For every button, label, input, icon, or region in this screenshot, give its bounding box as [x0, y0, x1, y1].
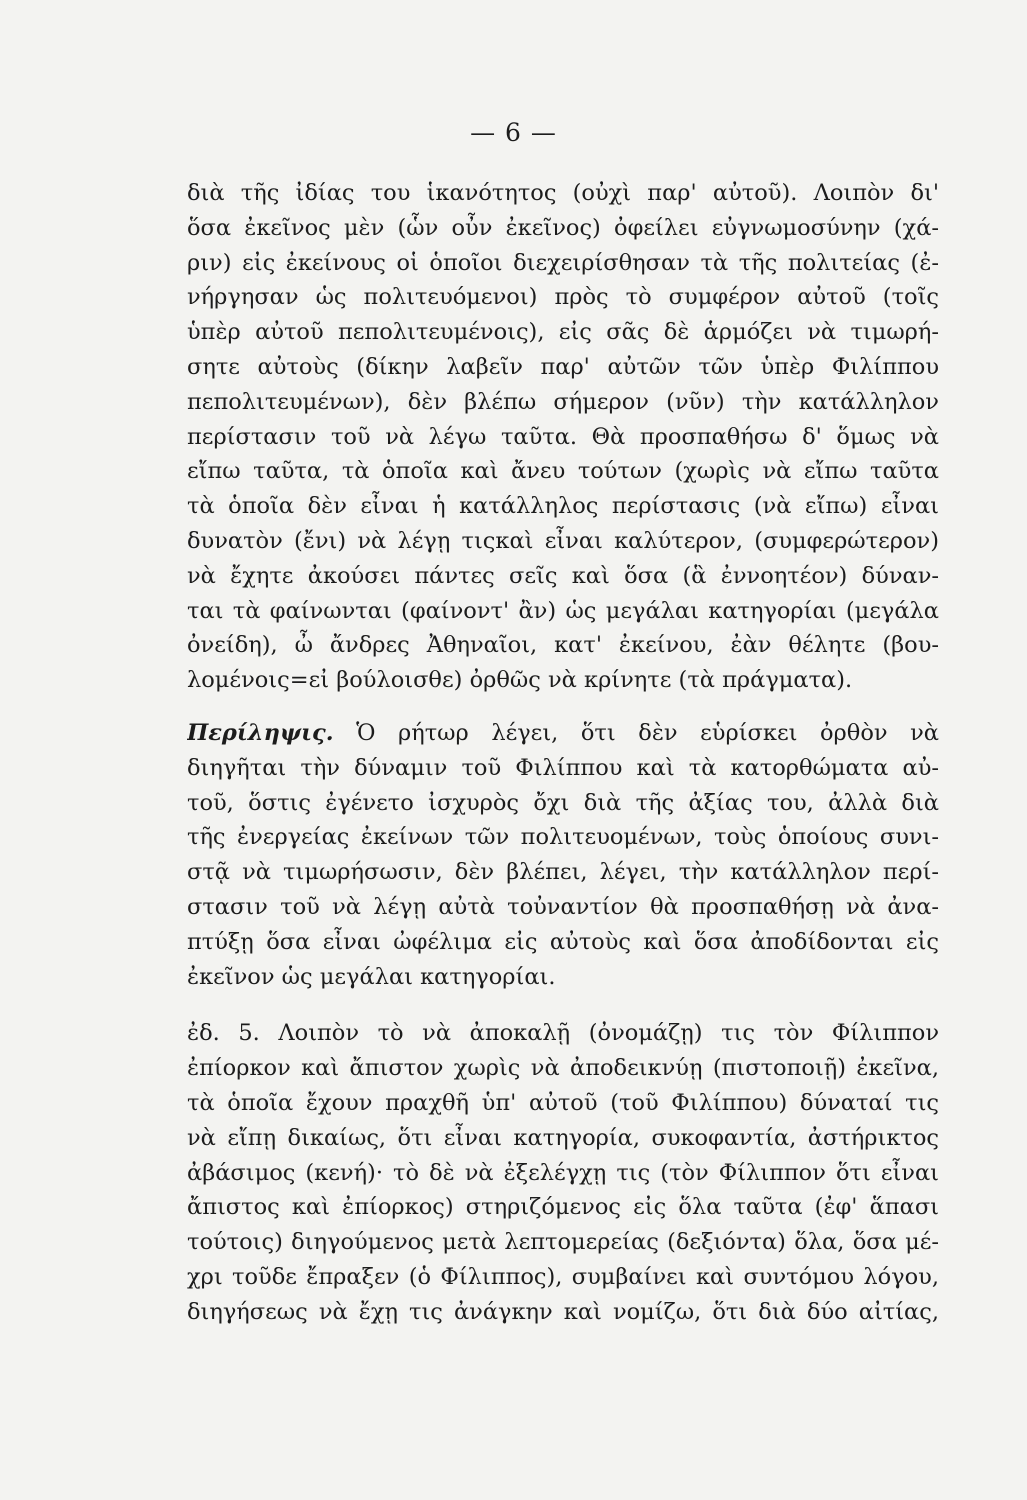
text-line: ἄπιστος καὶ ἐπίορκος) στηριζόμενος εἰς ὅλα ταῦτα (ἐφ' ἅπασι — [187, 1194, 939, 1221]
text-line: χρι τοῦδε ἔπραξεν (ὁ Φίλιππος), συμβαίνει καὶ συντόμου λόγου, — [187, 1263, 939, 1290]
text-line: πεπολιτευμένων), δὲν βλέπω σήμερον (νῦν) τὴν κατάλληλον — [187, 388, 939, 415]
text-line: λομένοις=εἰ βούλοισθε) ὀρθῶς νὰ κρίνητε (τὰ πράγματα). — [187, 667, 853, 694]
paragraph-section-5 — [187, 1016, 939, 1329]
text-line: εἴπω ταῦτα, τὰ ὁποῖα καὶ ἄνευ τούτων (χωρὶς νὰ εἴπω ταῦτα — [187, 458, 939, 485]
text-line: ται τὰ φαίνωνται (φαίνοντ' ἂν) ὡς μεγάλαι κατηγορίαι (μεγάλα — [187, 597, 939, 624]
paragraph-translation — [187, 176, 939, 698]
text-line: ἐπίορκον καὶ ἄπιστον χωρὶς νὰ ἀποδεικνύῃ (πιστοποιῇ) ἐκεῖνα, — [187, 1055, 939, 1082]
text-line: ριν) εἰς ἐκείνους οἱ ὁποῖοι διεχειρίσθησαν τὰ τῆς πολιτείας (ἐ- — [187, 249, 939, 276]
text-line: νὰ εἴπῃ δικαίως, ὅτι εἶναι κατηγορία, συκοφαντία, ἀστήρικτος — [187, 1124, 939, 1151]
text-line: διὰ τῆς ἰδίας του ἱκανότητος (οὐχὶ παρ' αὐτοῦ). Λοιπὸν δι' — [187, 180, 939, 206]
text-line: δυνατὸν (ἔνι) νὰ λέγῃ τιςκαὶ εἶναι καλύτερον, (συμφερώτερον) — [187, 527, 939, 554]
text-line: στασιν τοῦ νὰ λέγῃ αὐτὰ τοὐναντίον θὰ προσπαθήσῃ νὰ ἀνα- — [187, 893, 939, 920]
text-line: τούτοις) διηγούμενος μετὰ λεπτομερείας (δεξιόντα) ὅλα, ὅσα μέ- — [187, 1229, 939, 1256]
text-line: ἐκεῖνον ὡς μεγάλαι κατηγορίαι. — [187, 963, 556, 990]
text-line: νὰ ἔχητε ἀκούσει πάντες σεῖς καὶ ὅσα (ἃ ἐννοητέον) δύναν- — [187, 562, 939, 589]
page-number: — 6 — — [470, 118, 557, 147]
summary-first-line-text: Ὁ ρήτωρ λέγει, ὅτι δὲν εὑρίσκει ὀρθὸν νὰ — [333, 719, 939, 746]
summary-first-line — [187, 716, 939, 751]
text-line: ὅσα ἐκεῖνος μὲν (ὧν οὖν ἐκεῖνος) ὀφείλει εὐγνωμοσύνην (χά- — [187, 214, 939, 241]
text-line: τοῦ, ὅστις ἐγένετο ἰσχυρὸς ὄχι διὰ τῆς ἀξίας του, ἀλλὰ διὰ — [187, 789, 939, 816]
text-line: περίστασιν τοῦ νὰ λέγω ταῦτα. Θὰ προσπαθήσω δ' ὅμως νὰ — [187, 423, 939, 450]
text-line: διηγῆται τὴν δύναμιν τοῦ Φιλίππου καὶ τὰ κατορθώματα αὐ- — [187, 754, 939, 781]
text-line: ὑπὲρ αὐτοῦ πεπολιτευμένοις), εἰς σᾶς δὲ ἁρμόζει νὰ τιμωρή- — [187, 319, 939, 346]
text-line: ἐδ. 5. Λοιπὸν τὸ νὰ ἀποκαλῇ (ὀνομάζῃ) τις τὸν Φίλιππον — [187, 1020, 939, 1047]
text-line: πτύξῃ ὅσα εἶναι ὠφέλιμα εἰς αὐτοὺς καὶ ὅσα ἀποδίδονται εἰς — [187, 928, 939, 955]
text-line: νήργησαν ὡς πολιτευόμενοι) πρὸς τὸ συμφέρον αὐτοῦ (τοῖς — [187, 284, 939, 311]
text-line: τὰ ὁποῖα δὲν εἶναι ἡ κατάλληλος περίστασις (νὰ εἴπω) εἶναι — [187, 493, 939, 520]
text-line: ὀνείδη), ὦ ἄνδρες Ἀθηναῖοι, κατ' ἐκείνου, ἐὰν θέλητε (βου- — [187, 632, 939, 659]
text-line: τῆς ἐνεργείας ἐκείνων τῶν πολιτευομένων, τοὺς ὁποίους συνι- — [187, 824, 939, 851]
summary-heading: Περίληψις. — [187, 719, 334, 746]
paragraph-summary — [187, 716, 939, 994]
text-line: τὰ ὁποῖα ἔχουν πραχθῆ ὑπ' αὐτοῦ (τοῦ Φιλίππου) δύναταί τις — [187, 1089, 939, 1116]
text-line: στᾷ νὰ τιμωρήσωσιν, δὲν βλέπει, λέγει, τὴν κατάλληλον περί- — [187, 859, 939, 886]
text-line: διηγήσεως νὰ ἔχῃ τις ἀνάγκην καὶ νομίζω, ὅτι διὰ δύο αἰτίας, — [187, 1298, 939, 1325]
text-body — [187, 176, 939, 1330]
text-line: ἀβάσιμος (κενή)· τὸ δὲ νὰ ἐξελέγχῃ τις (τὸν Φίλιππον ὅτι εἶναι — [187, 1159, 939, 1186]
text-line: σητε αὐτοὺς (δίκην λαβεῖν παρ' αὐτῶν τῶν ὑπὲρ Φιλίππου — [187, 353, 939, 380]
